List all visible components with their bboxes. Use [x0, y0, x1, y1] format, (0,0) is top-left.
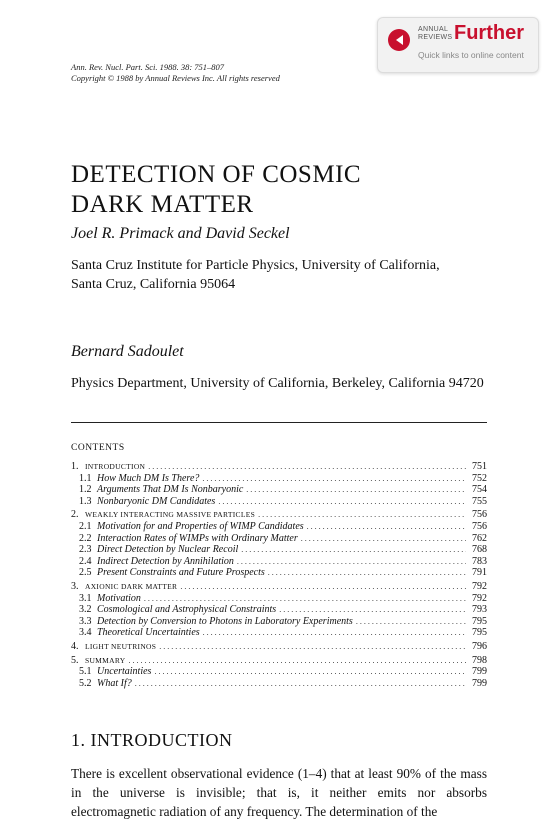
toc-entry-number: 1.2: [79, 484, 92, 496]
toc-entry[interactable]: [71, 461, 487, 473]
toc-entry-page: 799: [472, 666, 487, 678]
toc-entry-page: 792: [472, 592, 487, 604]
author-names: Joel R. Primack and David Seckel: [71, 225, 290, 242]
toc-entry-page: 793: [472, 604, 487, 616]
toc-entry[interactable]: [71, 581, 487, 593]
toc-leader-dots: [202, 473, 466, 485]
toc-entry-page: 751: [472, 461, 487, 472]
toc-entry-label: SUMMARY: [85, 655, 126, 665]
toc-leader-dots: [241, 544, 466, 556]
toc-entry-page: 783: [472, 555, 487, 567]
toc-entry-label: Uncertainties: [97, 666, 152, 678]
toc-entry-label: Interaction Rates of WIMPs with Ordinary Matter: [97, 532, 298, 544]
toc-leader-dots: [279, 604, 466, 616]
author-affiliation: Santa Cruz Institute for Particle Physics, University of California, Santa Cruz, California 95064: [71, 258, 440, 292]
toc-entry-label: Direct Detection by Nuclear Recoil: [97, 544, 239, 556]
toc-entry-number: 4.: [71, 640, 79, 652]
toc-leader-dots: [237, 556, 466, 568]
toc-leader-dots: [301, 533, 466, 545]
annual-reviews-logo-icon: [388, 29, 410, 51]
toc-entry-page: 756: [472, 509, 487, 521]
toc-entry-page: 798: [472, 654, 487, 666]
body-paragraph: There is excellent observational evidence (1–4) that at least 90% of the mass in the universe is invisible; that is, it neither emits nor absorbs electromagnetic radiation of any frequency. The determination of the: [71, 766, 487, 819]
toc-entry-number: 3.4: [79, 627, 92, 639]
toc-entry-label: Motivation: [97, 592, 141, 604]
toc-entry-number: 1.1: [79, 472, 92, 484]
toc-entry[interactable]: [71, 678, 487, 690]
toc-entry-label: LIGHT NEUTRINOS: [85, 641, 157, 651]
toc-entry-number: 1.: [71, 461, 79, 472]
toc-entry[interactable]: [71, 544, 487, 556]
toc-leader-dots: [144, 593, 466, 605]
toc-leader-dots: [218, 496, 466, 508]
toc-entry[interactable]: [71, 484, 487, 496]
journal-citation: Ann. Rev. Nucl. Part. Sci. 1988. 38: 751–807: [71, 62, 225, 72]
toc-entry[interactable]: [71, 593, 487, 605]
toc-entry-number: 2.1: [79, 520, 92, 532]
toc-entry-label: Present Constraints and Future Prospects: [97, 567, 265, 579]
toc-entry-page: 795: [472, 627, 487, 639]
copyright-notice: Copyright © 1988 by Annual Reviews Inc. All rights reserved: [71, 73, 280, 83]
toc-entry-label: Cosmological and Astrophysical Constraints: [97, 604, 277, 616]
toc-entry-page: 791: [472, 567, 487, 579]
toc-entry-number: 3.1: [79, 592, 92, 604]
toc-leader-dots: [128, 655, 466, 667]
toc-entry-page: 768: [472, 544, 487, 556]
toc-entry-page: 754: [472, 484, 487, 496]
toc-leader-dots: [203, 627, 466, 639]
toc-entry-page: 762: [472, 532, 487, 544]
toc-entry-label: How Much DM Is There?: [97, 472, 200, 484]
toc-entry-number: 3.3: [79, 615, 92, 627]
divider-rule: [71, 422, 487, 423]
article-title: [71, 160, 361, 220]
toc-entry-number: 5.: [71, 654, 79, 666]
toc-entry-label: WEAKLY INTERACTING MASSIVE PARTICLES: [85, 510, 256, 520]
toc-leader-dots: [246, 484, 466, 496]
toc-entry[interactable]: [71, 567, 487, 579]
article-title-line: DETECTION OF COSMIC: [71, 161, 362, 188]
toc-entry-label: Motivation for and Properties of WIMP Candidates: [97, 520, 304, 532]
toc-entry-number: 2.3: [79, 544, 92, 556]
annual-reviews-further-badge[interactable]: [377, 17, 539, 73]
toc-entry-page: 796: [472, 640, 487, 652]
toc-entry-number: 1.3: [79, 495, 92, 507]
toc-entry[interactable]: [71, 509, 487, 521]
toc-entry-label: Detection by Conversion to Photons in Laboratory Experiments: [97, 615, 353, 627]
toc-entry[interactable]: [71, 496, 487, 508]
toc-entry-number: 5.2: [79, 677, 92, 689]
toc-entry-number: 2.5: [79, 567, 92, 579]
toc-entry-label: Nonbaryonic DM Candidates: [97, 495, 216, 507]
toc-entry-number: 5.1: [79, 666, 92, 678]
toc-leader-dots: [135, 678, 466, 690]
toc-entry[interactable]: [71, 604, 487, 616]
toc-entry-page: 755: [472, 495, 487, 507]
toc-entry[interactable]: [71, 521, 487, 533]
further-tagline: Quick links to online content: [418, 50, 524, 60]
further-brand: Further: [454, 22, 524, 44]
toc-leader-dots: [356, 616, 466, 628]
toc-leader-dots: [258, 509, 466, 521]
toc-entry-number: 3.2: [79, 604, 92, 616]
article-title-line: DARK MATTER: [71, 191, 254, 218]
toc-entry-label: AXIONIC DARK MATTER: [85, 581, 178, 591]
toc-leader-dots: [148, 461, 466, 473]
toc-entry[interactable]: [71, 641, 487, 653]
toc-entry[interactable]: [71, 556, 487, 568]
toc-entry[interactable]: [71, 627, 487, 639]
table-of-contents: [71, 459, 487, 689]
toc-entry-label: Theoretical Uncertainties: [97, 627, 200, 639]
publisher-name: ANNUAL REVIEWS: [418, 26, 453, 41]
toc-entry-label: What If?: [97, 677, 132, 689]
toc-entry-page: 752: [472, 472, 487, 484]
toc-entry-number: 2.4: [79, 555, 92, 567]
toc-entry-label: Arguments That DM Is Nonbaryonic: [97, 484, 244, 496]
toc-entry-label: INTRODUCTION: [85, 462, 146, 471]
author-affiliation: Physics Department, University of California, Berkeley, California 94720: [71, 376, 484, 391]
author-names: Bernard Sadoulet: [71, 343, 184, 360]
contents-heading: CONTENTS: [71, 443, 125, 453]
toc-leader-dots: [180, 581, 466, 593]
toc-entry-page: 756: [472, 520, 487, 532]
toc-entry[interactable]: [71, 533, 487, 545]
toc-leader-dots: [154, 666, 466, 678]
toc-entry-number: 3.: [71, 580, 79, 592]
toc-entry-page: 795: [472, 615, 487, 627]
toc-entry-page: 799: [472, 677, 487, 689]
toc-entry-number: 2.: [71, 509, 79, 521]
toc-leader-dots: [268, 567, 466, 579]
toc-entry[interactable]: [71, 616, 487, 628]
toc-entry-number: 2.2: [79, 532, 92, 544]
toc-entry-page: 792: [472, 580, 487, 592]
toc-entry[interactable]: [71, 473, 487, 485]
toc-entry-label: Indirect Detection by Annihilation: [97, 555, 234, 567]
section-heading: 1. INTRODUCTION: [71, 730, 233, 750]
toc-leader-dots: [159, 641, 466, 653]
toc-entry[interactable]: [71, 666, 487, 678]
toc-leader-dots: [307, 521, 466, 533]
toc-entry[interactable]: [71, 655, 487, 667]
